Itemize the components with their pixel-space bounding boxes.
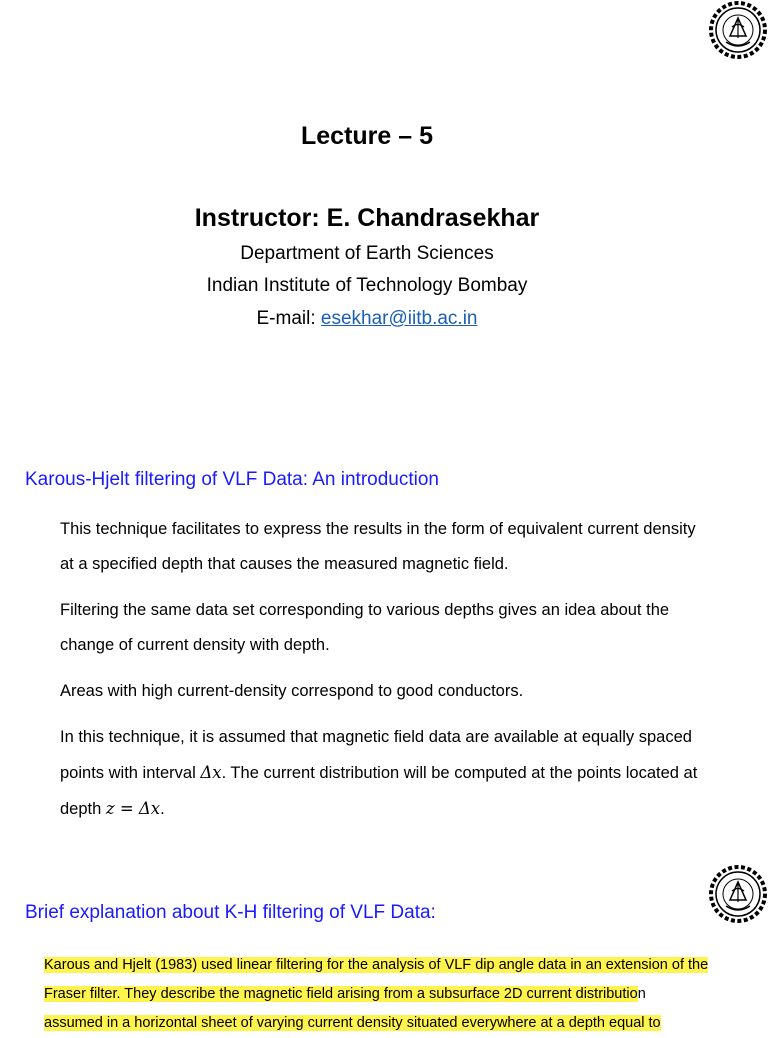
- paragraph-2: Filtering the same data set corresponding to various depths gives an idea about the change of current density with depth.: [60, 601, 670, 654]
- math-depth: z = Δx: [105, 799, 161, 818]
- email-link[interactable]: esekhar@iitb.ac.in: [320, 308, 478, 329]
- department: Department of Earth Sciences: [240, 243, 494, 264]
- paragraph-3: Areas with high current-density correspond to good conductors.: [60, 682, 524, 700]
- iit-bombay-logo: [708, 864, 768, 924]
- highlighted-text: Karous and Hjelt (1983) used linear filtering for the analysis of VLF dip angle data in an extension of the Fraser filter. They describe the magnetic field arising from a subsurface 2D current distributio: [44, 957, 709, 1002]
- institute: Indian Institute of Technology Bombay: [206, 275, 528, 296]
- email-prefix: E-mail:: [256, 308, 321, 329]
- paragraph-4-text-a: In this technique, it is assumed that magnetic field data are available at equally spaced points with interval: [60, 728, 692, 782]
- cut-off-line: assumed in a horizontal sheet of varying current density situated everywhere at a depth equal to: [44, 1015, 661, 1031]
- instructor-name: Instructor: E. Chandrasekhar: [194, 204, 540, 232]
- math-delta-x: Δx: [200, 763, 222, 782]
- paragraph-4: [60, 720, 700, 827]
- section-heading-introduction: Karous-Hjelt filtering of VLF Data: An introduction: [25, 469, 439, 490]
- iit-bombay-logo: [708, 0, 768, 60]
- email-line: [0, 308, 734, 330]
- unhighlighted-tail: n: [637, 986, 646, 1002]
- paragraph-4-text-b: . The current distribution will be computed at the points located at depth: [60, 764, 698, 818]
- paragraph-1: This technique facilitates to express the results in the form of equivalent current density at a specified depth that causes the measured magnetic field.: [60, 520, 696, 573]
- paragraph-4-text-c: .: [160, 800, 165, 818]
- highlighted-paragraph: [44, 951, 724, 1038]
- lecture-title: Lecture – 5: [300, 122, 433, 150]
- section-heading-brief-explanation: Brief explanation about K-H filtering of VLF Data:: [25, 902, 436, 923]
